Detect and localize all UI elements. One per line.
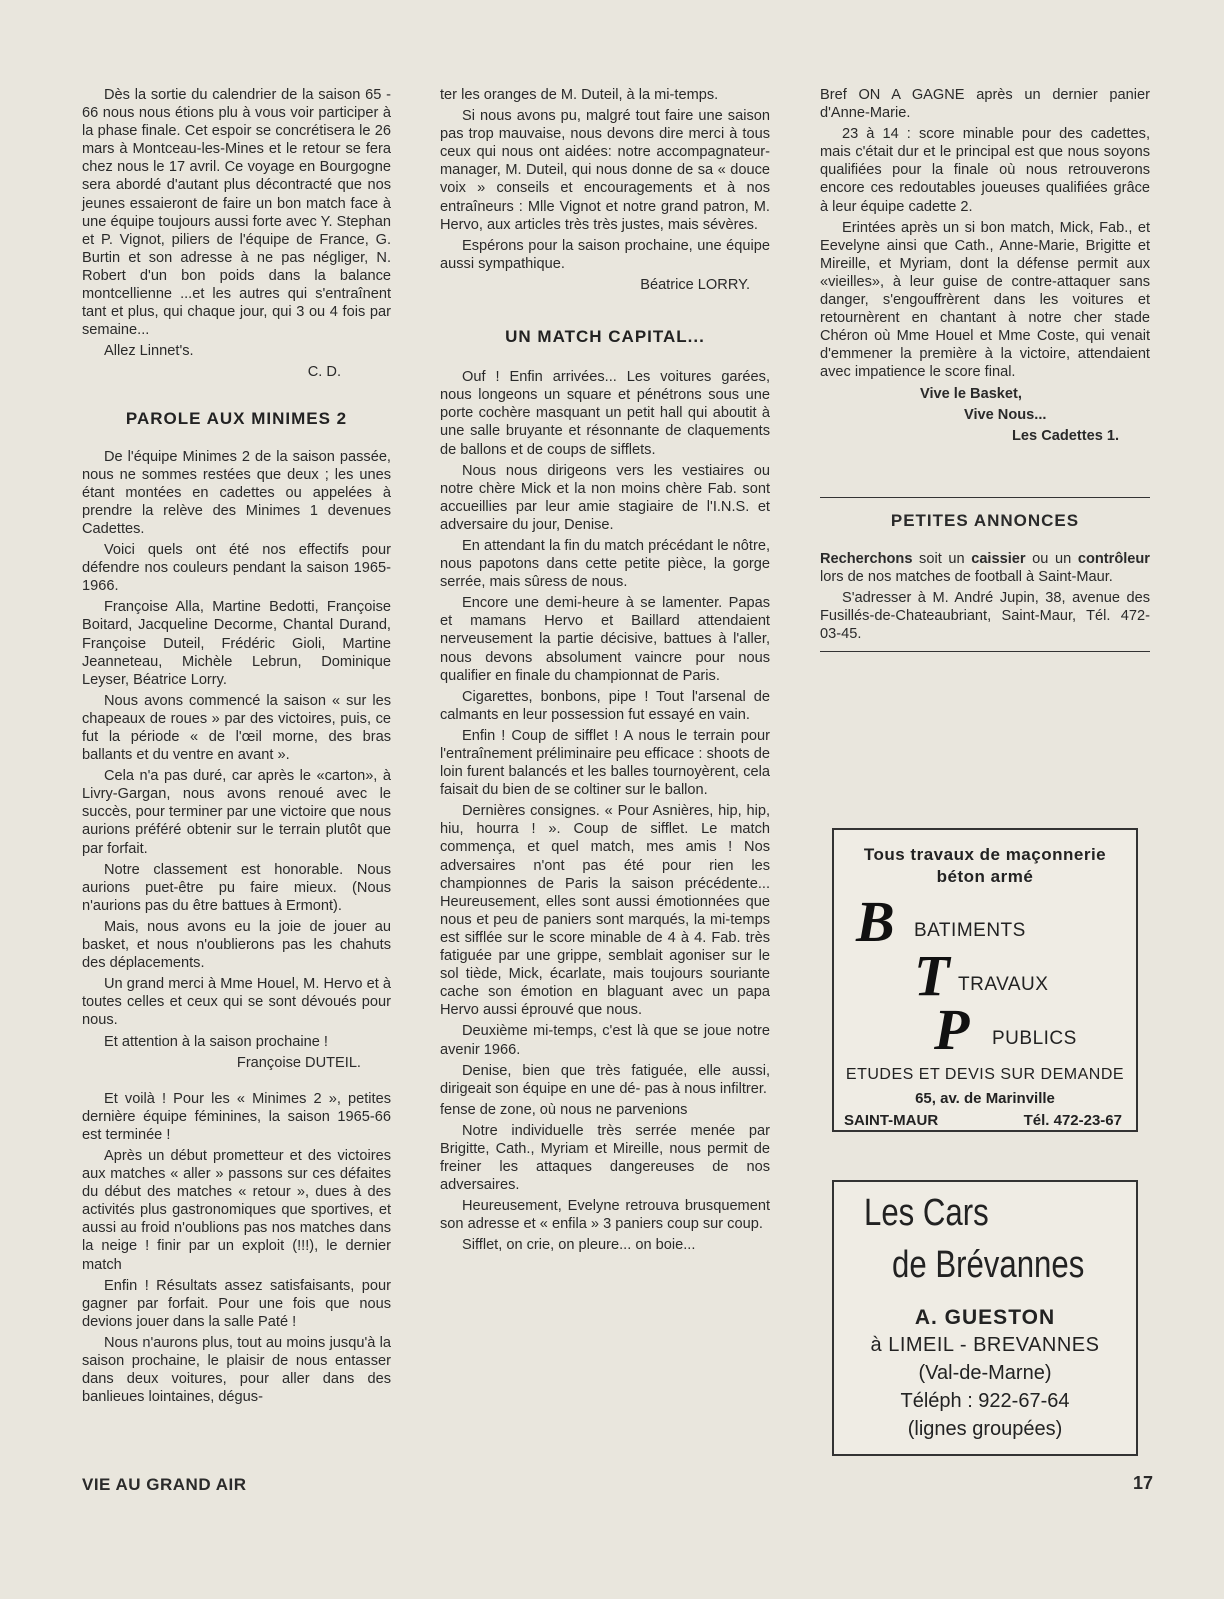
classified-text: ou un [1025,550,1078,567]
logo-letter: B [856,889,895,954]
logo-word: TRAVAUX [958,974,1049,995]
ad-footer [844,1112,1122,1129]
article-paragraph: Bref ON A GAGNE après un dernier panier d'Anne-Marie. [820,87,1150,122]
logo-letter: T [914,943,950,1008]
ad-headline: de Brévannes [892,1244,1085,1286]
article-paragraph: Cela n'a pas duré, car après le «carton», à Livry-Gargan, nous avons renoué avec le succès, pour terminer par une victoire que nous aurions préféré obtenir sur le terrain plutôt que par forfait. [82,768,391,857]
article-paragraph: Nous n'aurons plus, tout au moins jusqu'à la saison prochaine, le plaisir de nous entasser dans deux voitures, pour aller dans des banlieues lointaines, dégus- [82,1334,391,1406]
classified-ad [820,550,1150,586]
logo-word: PUBLICS [992,1028,1077,1049]
article-paragraph: Si nous avons pu, malgré tout faire une saison pas trop mauvaise, nous devons dire merci à tous ceux qui nous ont aidées: notre accompagnateur-manager, M. Duteil, qui nous donne de sa « douce voix » conseils et encouragements et à nos entraîneurs : Mlle Vignot et notre grand patron, M. Hervo, aux articles très très justes, mais sévères. [440,108,770,233]
classifieds-heading: PETITES ANNONCES [890,510,1080,530]
ad-headline: Les Cars [864,1192,989,1234]
article-paragraph: Ouf ! Enfin arrivées... Les voitures garées, nous longeons un square et pénétrons sous une porte cochère masquant un petit hall qui aboutit à une salle bruyante et résonnante de claquements de ballons et de coups de sifflets. [440,369,770,458]
article-paragraph: Cigarettes, bonbons, pipe ! Tout l'arsenal de calmants en leur possession fut essayé en vain. [440,688,770,723]
signature: Béatrice LORRY. [640,276,750,293]
article-paragraph: Et voilà ! Pour les « Minimes 2 », petites dernière équipe féminines, la saison 1965-66 est terminée ! [82,1090,391,1143]
signature: Françoise DUTEIL. [236,1054,361,1071]
section-heading: PAROLE AUX MINIMES 2 [125,408,348,428]
ad-address: 65, av. de Marinville [915,1090,1055,1107]
article-paragraph: Enfin ! Résultats assez satisfaisants, pour gagner par forfait. Pour une fois que nous devions jouer dans la salle Paté ! [82,1277,391,1330]
classified-keyword: contrôleur [1077,550,1150,567]
article-paragraph: Allez Linnet's. [104,343,194,360]
ad-location: à LIMEIL - BREVANNES [870,1334,1100,1356]
ad-tagline: ETUDES ET DEVIS SUR DEMANDE [845,1066,1125,1083]
ad-city: SAINT-MAUR [844,1112,939,1129]
article-paragraph: En attendant la fin du match précédant le nôtre, nous papotons dans cette petite pièce, la gorge serrée, mais sûress de nous. [440,537,770,591]
closing-line: Les Cadettes 1. [1012,427,1120,444]
classified-keyword: caissier [971,550,1026,567]
article-paragraph: Espérons pour la saison prochaine, une équipe aussi sympathique. [440,237,770,272]
closing-line: Vive le Basket, [920,385,1022,402]
btp-advertisement [832,828,1138,1132]
article-paragraph: ter les oranges de M. Duteil, à la mi-temps. [440,87,719,103]
classified-text: soit un [912,550,972,567]
article-paragraph: Erintées après un si bon match, Mick, Fab., et Eevelyne ainsi que Cath., Anne-Marie, Brigitte et Mireille, et Myriam, dont la défense permit aux «vieilles», à leur guise de contre-attaquer sans danger, s'engouffrèrent dans les voitures et retournèrent en chantant à notre cher stade Chéron où Mme Houel et Mme Coste, qui venait d'emmener la première à la victoire, attendaient avec impatience le score final. [820,219,1150,381]
article-paragraph: Après un début prometteur et des victoires aux matches « aller » passons sur ces défaites du début des matches « retour », dues à des activités plus gastronomiques que sportives, et aussi au froid n'oublions pas nos matches dans la neige ! finir par un exploit (!!!), le dernier match [82,1147,391,1273]
article-paragraph: Enfin ! Coup de sifflet ! A nous le terrain pour l'entraînement préliminaire peu efficace : shoots de loin furent balancés et les balles tournoyèrent, cela faisait du bien de se coltiner sur le ballon. [440,727,770,799]
ad-phone: Téléph : 922-67-64 [900,1390,1070,1412]
article-paragraph: Françoise Alla, Martine Bedotti, Françoise Boitard, Jacqueline Decorme, Chantal Durand, Françoise Duteil, Frédéric Gioli, Martine Jeanneteau, Michèle Lebrun, Dominique Leyser, Béatrice Lorry. [82,599,391,688]
article-paragraph: Mais, nous avons eu la joie de jouer au basket, et nous n'oublierons pas les chahuts des déplacements. [82,918,391,972]
ad-title: béton armé [936,867,1034,886]
page-number: 17 [1133,1473,1154,1493]
article-paragraph: fense de zone, où nous ne parvenions [440,1101,688,1118]
article-paragraph: Sifflet, on crie, on pleure... on boie... [462,1237,696,1254]
divider [820,651,1150,652]
ad-title: Tous travaux de maçonnerie [863,845,1107,864]
article-paragraph: Encore une demi-heure à se lamenter. Papas et mamans Hervo et Baillard attendaient nerveusement la partie décisive, battues à l'aller, nous devons absolument vaincre pour nous qualifier en finale du championnat de Paris. [440,595,770,684]
classified-contact: S'adresser à M. André Jupin, 38, avenue des Fusillés-de-Chateaubriant, Saint-Maur, Tél. 472-03-45. [820,590,1150,643]
magazine-name: VIE AU GRAND AIR [82,1475,247,1494]
article-paragraph: Nous avons commencé la saison « sur les chapeaux de roues » par des victoires, puis, ce fut la période « de l'œil morne, des bras ballants et du ventre en avant ». [82,692,391,764]
article-paragraph: Notre individuelle très serrée menée par Brigitte, Cath., Myriam et Mireille, nous permit de freiner les attaques dangereuses de nos adversaires. [440,1122,770,1194]
article-paragraph: 23 à 14 : score minable pour des cadettes, mais c'était dur et le principal est que nous soyons qualifiées pour la finale où nous retrouverons encore ces redoutables joueuses qualifiées grâce à leur équipe cadette 2. [820,126,1150,215]
logo-word: BATIMENTS [914,920,1026,941]
article-paragraph: Dernières consignes. « Pour Asnières, hip, hip, hiu, hourra ! ». Coup de sifflet. Le match commença, et quel match, mes amis ! Nos adversaires n'ont pas été pour rien les championnes de Paris la saison précédente... Heureusement, elles sont aussi émotionnées que nous et peu de paniers sont marqués, la mi-temps est sifflée sur le score minable de 4 à 4. Fab. très fatiguée par une grippe, semblait agoniser sur le sol tiède, Mick, écarlate, mais toujours souriante cache son émotion en blaguant avec un papa Hervo aussi éprouvé que nous. [440,803,770,1019]
ad-region: (Val-de-Marne) [918,1362,1052,1384]
article-paragraph: Deuxième mi-temps, c'est là que se joue notre avenir 1966. [440,1023,770,1058]
column-1 [82,86,391,1409]
article-paragraph: Denise, bien que très fatiguée, elle aussi, dirigeait son équipe en une dé- pas à nous infiltrer. [440,1062,770,1097]
bus-company-advertisement [832,1180,1138,1456]
column-3 [820,86,1150,652]
ad-phone: Tél. 472-23-67 [1023,1112,1122,1129]
article-paragraph: Un grand merci à Mme Houel, M. Hervo et à toutes celles et ceux qui se sont dévoués pour nous. [82,976,391,1029]
article-paragraph: Notre classement est honorable. Nous aurions puet-être pu faire mieux. (Nous n'aurions pas du être battues à Ermont). [82,861,391,914]
classified-keyword: Recherchons [820,550,913,567]
ad-phone-note: (lignes groupées) [907,1418,1063,1440]
article-paragraph: De l'équipe Minimes 2 de la saison passée, nous ne sommes restées que deux ; les unes étant montées en cadettes ou appelées à prendre la relève des Minimes 1 devenues Cadettes. [82,448,391,537]
classified-text: lors de nos matches de football à Saint-Maur. [820,568,1113,585]
btp-row-b [834,889,1136,954]
article-paragraph: Heureusement, Evelyne retrouva brusquement son adresse et « enfila » 3 paniers coup sur coup. [440,1198,770,1233]
article-paragraph: Dès la sortie du calendrier de la saison 65 - 66 nous nous étions plu à vous voir participer à la phase finale. Cet espoir se concrétisera le 26 mars à Montceau-les-Mines et le retour se fera chez nous le 17 avril. Ce voyage en Bourgogne sera abordé d'autant plus décontracté que nos jeunes essaieront de faire un bon match face à une équipe toujours aussi forte avec Y. Stephan et P. Vignot, piliers de l'équipe de France, G. Burtin et son adresse à ne pas négliger, N. Robert d'un bon poids dans la balance montcellienne ...et les autres qui s'entraînent tant et plus, qui chaque jour, qui 3 ou 4 fois par semaine... [82,87,391,339]
article-paragraph: Nous nous dirigeons vers les vestiaires ou notre chère Mick et la non moins chère Fab. sont accueillies par leur amie stagiaire de l'I.N.S. et adversaire du jour, Denise. [440,462,770,533]
btp-row-t [834,943,1136,1008]
logo-letter: P [934,997,970,1062]
divider [820,497,1150,498]
article-paragraph: Et attention à la saison prochaine ! [104,1033,328,1050]
column-2 [440,86,770,1258]
section-heading: UN MATCH CAPITAL... [505,327,705,347]
btp-row-p [834,997,1136,1062]
closing-line: Vive Nous... [964,406,1047,423]
signature: C. D. [307,364,341,381]
article-paragraph: Voici quels ont été nos effectifs pour défendre nos couleurs pendant la saison 1965-1966. [82,542,391,595]
ad-owner: A. GUESTON [914,1306,1056,1329]
